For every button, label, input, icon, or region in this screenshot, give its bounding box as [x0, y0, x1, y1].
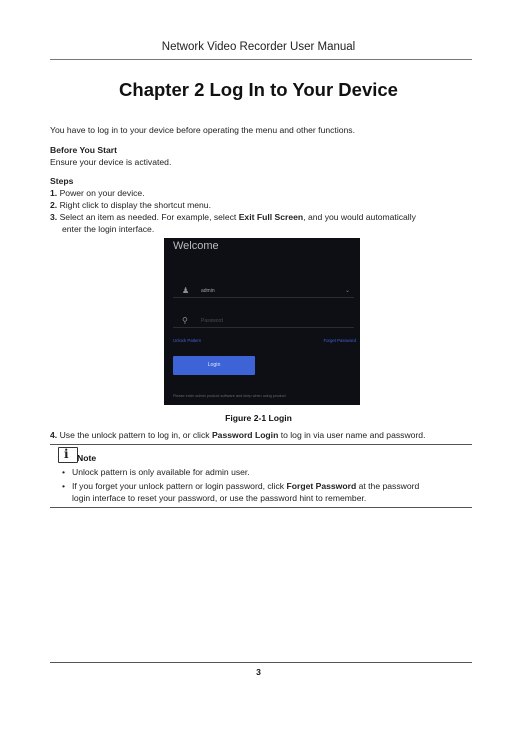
step-1: [50, 188, 145, 198]
password-field[interactable]: [173, 315, 354, 328]
lock-icon: ⚲: [182, 316, 188, 325]
bullet-text-after: at the password: [356, 481, 420, 491]
bullet-text: Unlock pattern is only available for admin user.: [72, 467, 250, 477]
step-text: Power on your device.: [59, 188, 145, 198]
step-text: Select an item as needed. For example, select: [59, 212, 239, 222]
step-number: 1.: [50, 188, 58, 198]
intro-paragraph: You have to log in to your device before operating the menu and other functions.: [50, 125, 355, 135]
step-number: 3.: [50, 212, 58, 222]
before-start-text: Ensure your device is activated.: [50, 157, 172, 167]
login-button[interactable]: Login: [173, 356, 255, 375]
chapter-title: Chapter 2 Log In to Your Device: [119, 79, 398, 100]
note-label: Note: [77, 453, 97, 463]
step-emphasis: Exit Full Screen: [238, 212, 304, 222]
username-field[interactable]: [173, 285, 354, 298]
header-divider: [50, 59, 472, 60]
forget-password-link[interactable]: Forget Password: [323, 338, 356, 343]
bullet-dot: •: [62, 481, 66, 491]
step-4: [50, 430, 425, 440]
steps-heading: Steps: [50, 176, 74, 186]
username-value: admin: [201, 288, 215, 294]
note-bullet-2-continuation: login interface to reset your password, or use the password hint to remember.: [72, 493, 367, 503]
step-text-after: to log in via user name and password.: [278, 430, 426, 440]
bullet-emphasis: Forget Password: [286, 481, 357, 491]
figure-caption: Figure 2-1 Login: [225, 413, 292, 423]
user-icon: ♟: [182, 286, 190, 295]
running-header: Network Video Recorder User Manual: [161, 41, 356, 53]
chevron-down-icon[interactable]: ⌄: [344, 288, 350, 294]
step-number: 4.: [50, 430, 58, 440]
step-text: Right click to display the shortcut menu.: [59, 200, 211, 210]
step-3: [50, 212, 416, 222]
step-text-after: , and you would automatically: [303, 212, 416, 222]
login-screenshot: [164, 238, 360, 405]
page-number: 3: [256, 667, 261, 677]
note-icon: i: [58, 447, 78, 463]
login-hint: Please enter admin product software and keep when using product.: [173, 394, 287, 398]
step-emphasis: Password Login: [211, 430, 279, 440]
password-placeholder: Password: [201, 318, 223, 324]
bullet-text: If you forget your unlock pattern or login password, click: [72, 481, 287, 491]
bullet-dot: •: [62, 467, 66, 477]
note-bottom-divider: [50, 507, 472, 508]
footer-divider: [50, 662, 472, 663]
step-3-continuation: enter the login interface.: [62, 224, 155, 234]
step-2: [50, 200, 211, 210]
note-top-divider: [50, 444, 472, 445]
welcome-title: Welcome: [173, 240, 219, 252]
before-start-heading: Before You Start: [50, 145, 118, 155]
step-number: 2.: [50, 200, 58, 210]
unlock-pattern-link[interactable]: Unlock Pattern: [173, 338, 202, 343]
step-text: Use the unlock pattern to log in, or click: [59, 430, 212, 440]
